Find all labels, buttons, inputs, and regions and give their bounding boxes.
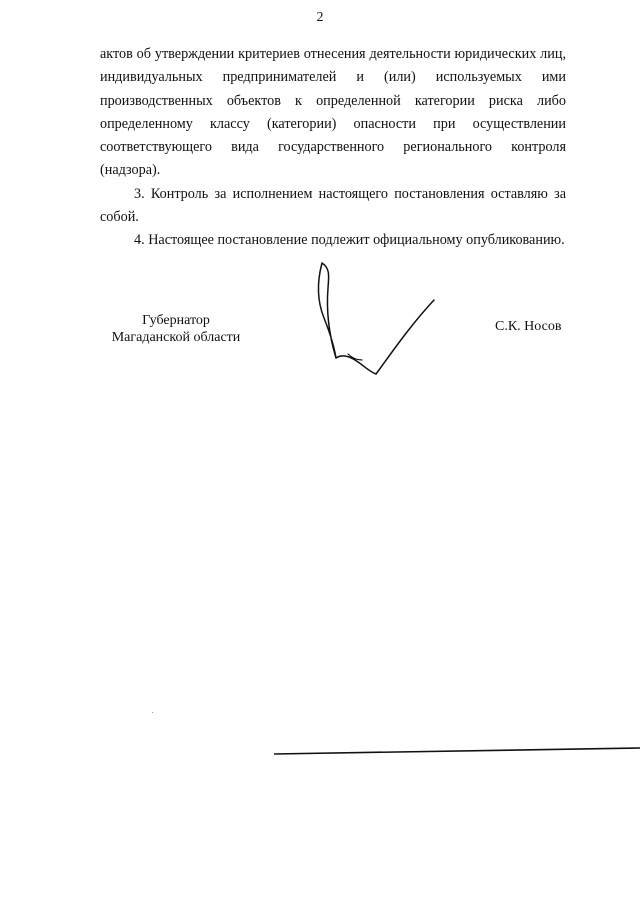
paragraph-control: 3. Контроль за исполнением настоящего постановления оставляю за собой. [100,185,566,226]
paragraph-continuation: актов об утверждении критериев отнесения деятельности юридических лиц, индивидуальных предпринимателей и (или) используемых ими производственных объектов к определенной категории риска либо определенному классу (категории) опасности при осуществлении соответствующего вида государственного регионального контроля (надзора). [100,46,566,179]
signature-stroke-loop [319,263,337,358]
paragraph-publication: 4. Настоящее постановление подлежит официальному опубликованию. [134,232,565,249]
signer-name: С.К. Носов [495,319,562,334]
signer-position [106,312,246,346]
scan-speck [152,712,153,713]
page-number: 2 [316,10,324,25]
footer-rule [274,744,640,756]
signer-position-line-1: Губернатор [142,313,210,328]
handwritten-signature [300,258,450,383]
body-text [100,43,566,253]
signer-position-line-2: Магаданской области [111,330,241,345]
signature-stroke-tail [336,300,434,374]
